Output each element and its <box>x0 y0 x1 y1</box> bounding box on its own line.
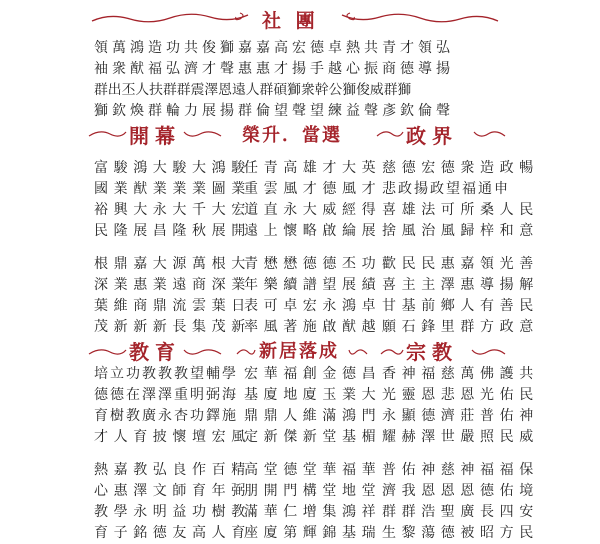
heading-jiaoyu: 教育 <box>129 340 181 364</box>
text-line: 國業猷業業業圖業 <box>94 181 251 197</box>
heading-xinju: 新居落成 <box>259 341 339 362</box>
couplet-block-rongsheng <box>244 158 381 338</box>
text-line: 滿華仁增集鴻祥 <box>244 504 382 520</box>
text-line: 道直永大威經得 <box>244 202 382 218</box>
text-line: 才人育披懷壇宏風 <box>94 429 251 445</box>
text-line: 育子銘德友高人育 <box>94 525 251 541</box>
text-line: 遠上懷略啟綸展 <box>244 223 382 239</box>
couplet-block-kaimu <box>94 158 251 338</box>
text-line: 朋開門構堂地堂 <box>244 483 382 499</box>
heading-rongsheng: 榮升．當選 <box>242 125 342 146</box>
text-line: 群群浩聖廣長四安 <box>382 504 539 520</box>
heading-zongjiao: 宗教 <box>406 340 458 364</box>
text-line: 熱嘉教弘良作百精 <box>94 462 251 478</box>
text-line: 鼎鼎人維滿鴻門 <box>244 408 382 424</box>
text-line: 喜雄法可所桑人民 <box>382 202 539 218</box>
couplet-block-zongjiao <box>382 364 539 544</box>
text-line: 教學永明益功樹教 <box>94 504 251 520</box>
text-line: 年樂續譜望展績 <box>244 277 382 293</box>
ornament-top-left <box>90 11 250 25</box>
text-line: 深業惠業遠商深業 <box>94 277 251 293</box>
couplet-block-xinju <box>244 364 381 544</box>
ornament-kaimu-right <box>182 128 222 140</box>
text-line: 袖衆猷福弘濟才聲惠惠才揚手越心振商德導揚 <box>94 61 454 77</box>
text-line: 率風著施啟猷越 <box>244 319 382 335</box>
text-line: 願石鋒里群方政意 <box>382 319 539 335</box>
heading-zhengjie: 政界 <box>406 124 458 148</box>
text-line: 濟我恩恩恩德佑境 <box>382 483 539 499</box>
text-line: 耀赫澤世嚴照民威 <box>382 429 539 445</box>
heading-kaimu: 開幕 <box>129 124 181 148</box>
ornament-xinju-left <box>236 346 256 358</box>
text-line: 領萬鴻造功共俊獅嘉嘉高宏德卓熱共青才領弘 <box>94 40 454 56</box>
couplet-block-zhengjie <box>382 158 539 338</box>
ornament-zongjiao-left <box>380 346 404 358</box>
ornament-zhengjie-right <box>472 128 506 140</box>
text-line: 茂新新新長集茂新 <box>94 319 251 335</box>
text-line: 定新傑新堂基楣 <box>244 429 382 445</box>
text-line: 慈德宏德衆造政暢 <box>382 160 539 176</box>
ornament-zhengjie-left <box>376 128 404 140</box>
text-line: 捨風治風歸梓和意 <box>382 223 539 239</box>
text-line: 表可卓宏永鴻卓 <box>244 298 382 314</box>
text-line: 喜主主澤惠導揚解 <box>382 277 539 293</box>
text-line: 高堂德堂華福華 <box>244 462 382 478</box>
text-line: 富駿鴻大駿大鴻駿 <box>94 160 251 176</box>
heading-shetuan: 社 團 <box>262 10 319 32</box>
text-line: 基廈地廈玉業大 <box>244 387 382 403</box>
text-line: 根鼎嘉大源萬根大 <box>94 256 251 272</box>
text-line: 群出丕人扶群群震澤恩遠人群碩獅衆幹公獅俊威群獅 <box>94 82 412 98</box>
text-line: 歡民民惠嘉領光善 <box>382 256 539 272</box>
text-line: 宏華福創金德昌 <box>244 366 382 382</box>
text-line: 任青高雄才大英 <box>244 160 382 176</box>
text-line: 心惠澤文師育年弼 <box>94 483 251 499</box>
ornament-zongjiao-right <box>470 346 506 358</box>
text-line: 德德在澤澤重明弼海 <box>94 387 238 403</box>
text-line: 香神福慈萬佛護共 <box>382 366 539 382</box>
text-line: 重雲風才德風才 <box>244 181 382 197</box>
ornament-xinju-right <box>348 346 368 358</box>
text-line: 培立功教教教望輔學 <box>94 366 238 382</box>
text-line: 獅欽煥群輪力展揚群倫望聲望練益聲彥欽倫聲 <box>94 103 454 119</box>
text-line: 座廈第輝錦基瑞 <box>244 525 382 541</box>
ornament-kaimu-left <box>88 128 128 140</box>
text-line: 生黎蕩德被昭方民 <box>382 525 539 541</box>
couplet-block-jiaoyu <box>94 364 251 544</box>
text-line: 普佑神慈神福福保 <box>382 462 539 478</box>
text-line: 青懋懋德德丕功 <box>244 256 382 272</box>
text-line: 甘基前鄉人有善民 <box>382 298 539 314</box>
text-line: 葉維商鼎流雲葉日 <box>94 298 251 314</box>
text-line: 永顯德濟莊普佑神 <box>382 408 539 424</box>
ornament-jiaoyu-left <box>88 346 128 358</box>
text-line: 裕興大永大千大宏 <box>94 202 251 218</box>
ornament-jiaoyu-right <box>182 346 222 358</box>
ornament-top-right <box>340 11 500 25</box>
text-line: 光靈恩悲恩光佑民 <box>382 387 539 403</box>
text-line: 民隆展昌隆秋展開 <box>94 223 251 239</box>
text-line: 悲政揚政望福通申 <box>382 181 510 197</box>
couplet-block-top <box>94 38 454 122</box>
text-line: 育樹教廣永杏功鐸施 <box>94 408 238 424</box>
